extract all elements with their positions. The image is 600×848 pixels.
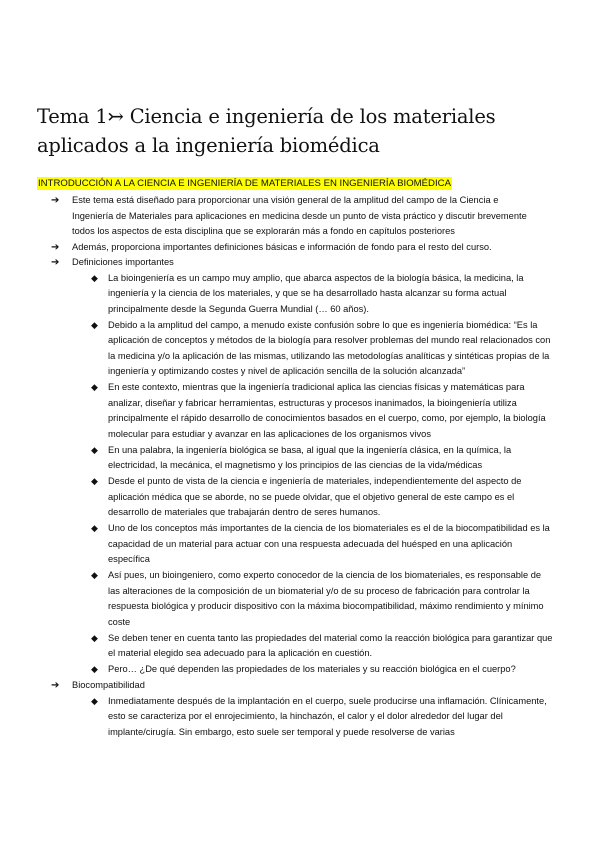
sub-bullet-item — [0, 521, 553, 568]
bullet-item — [0, 240, 542, 256]
diamond-bullet-icon: ◆ — [91, 664, 98, 674]
arrow-bullet-icon: ➔ — [51, 680, 60, 691]
diamond-bullet-icon: ◆ — [91, 523, 98, 533]
bullet-text: Además, proporciona importantes definiciones básicas e información de fondo para el resto del curso. — [72, 241, 492, 252]
bullet-item — [0, 678, 542, 694]
sub-bullet-item — [0, 271, 553, 318]
sub-bullet-text: En una palabra, la ingeniería biológica se basa, al igual que la ingeniería clásica, en la química, la electricidad, la mecánica, el magnetismo y los principios de las ciencias de la vida/médicas — [108, 444, 512, 470]
diamond-bullet-icon: ◆ — [91, 272, 98, 283]
bullet-text: Este tema está diseñado para proporcionar una visión general de la amplitud del campo de la Ciencia e Ingeniería de Materiales para aplicaciones en medicina desde un punto de vista práctico y discutir brevemente todos los aspectos de esta disciplina que se explorarán más a fondo en capítulos posteriores — [72, 195, 527, 236]
bullet-item — [0, 193, 542, 240]
diamond-bullet-icon: ◆ — [91, 570, 98, 580]
sub-bullet-item — [0, 631, 553, 662]
sub-bullet-text: Uno de los conceptos más importantes de la ciencia de los biomateriales es el de la biocompatibilidad es la capacidad de un material para actuar con una respuesta adecuada del huésped en una aplicación específica — [108, 523, 550, 564]
diamond-bullet-icon: ◆ — [91, 444, 98, 455]
sub-bullet-text: Debido a la amplitud del campo, a menudo existe confusión sobre lo que es ingeniería biomédica: “Es la aplicación de conceptos y métodos de la biología para resolver problemas del mundo real relacionados con la medicina y/o la aplicación de las mismas, utilizando las metodologías analíticas y sintéticas propias de la ingeniería y optimizando costes y nivel de aplicación sencilla de la solución alcanzada” — [108, 319, 551, 376]
diamond-bullet-icon: ◆ — [91, 695, 98, 706]
sub-bullet-text: La bioingeniería es un campo muy amplio, que abarca aspectos de la biología básica, la medicina, la ingeniería y la ciencia de los materiales, y que se ha desarrollado hasta alcanzar su forma actual principalmente desde la Segunda Guerra Mundial (… 60 años). — [108, 272, 524, 314]
sub-list — [0, 271, 600, 678]
sub-bullet-text: Desde el punto de vista de la ciencia e ingeniería de materiales, independientemente del aspecto de aplicación médica que se aborde, no se puede olvidar, que el objetivo general de este campo es el desarrollo de materiales que trabajarán dentro de seres humanos. — [108, 476, 522, 517]
bullet-text: Definiciones importantes — [72, 257, 174, 267]
sub-bullet-text: Pero… ¿De qué dependen las propiedades de los materiales y su reacción biológica en el cuerpo? — [108, 664, 516, 674]
sub-bullet-item — [0, 380, 553, 442]
sub-list — [0, 694, 600, 741]
sub-bullet-item — [0, 474, 553, 521]
bullet-item — [0, 255, 542, 271]
diamond-bullet-icon: ◆ — [91, 476, 98, 486]
section-heading: INTRODUCCIÓN A LA CIENCIA E INGENIERÍA DE MATERIALES EN INGENIERÍA BIOMÉDICA — [38, 178, 451, 189]
diamond-bullet-icon: ◆ — [91, 632, 98, 643]
arrow-bullet-icon: ➔ — [51, 241, 60, 253]
sub-bullet-text: En este contexto, mientras que la ingeniería tradicional aplica las ciencias físicas y matemáticas para analizar, diseñar y fabricar herramientas, estructuras y procesos inanimados, la bioingeniería utiliza principalmente el rápido desarrollo de conocimientos basados en el cuerpo, como, por ejemplo, la biología molecular para estudiar y avanzar en las aplicaciones de los organismos vivos — [108, 382, 546, 439]
sub-bullet-item — [0, 694, 553, 741]
document-body — [0, 193, 600, 741]
sub-bullet-item — [0, 318, 553, 380]
sub-bullet-item — [0, 662, 553, 678]
sub-bullet-text: Así pues, un bioingeniero, como experto conocedor de la ciencia de los biomateriales, es responsable de las alteraciones de la composición de un biomaterial y/o de su proceso de fabricación para controlar la respuesta biológica y producir dispositivo con la máxima biocompatibilidad, máximo rendimiento y mínimo coste — [108, 570, 544, 627]
diamond-bullet-icon: ◆ — [91, 382, 98, 392]
diamond-bullet-icon: ◆ — [91, 319, 98, 330]
arrow-bullet-icon: ➔ — [51, 257, 60, 268]
sub-bullet-item — [0, 568, 553, 630]
page-title: Tema 1↣ Ciencia e ingeniería de los materiales aplicados a la ingeniería biomédica — [37, 105, 496, 157]
bullet-text: Biocompatibilidad — [72, 680, 145, 690]
sub-bullet-item — [0, 443, 553, 474]
sub-bullet-text: Se deben tener en cuenta tanto las propiedades del material como la reacción biológica para garantizar que el material elegido sea adecuado para la aplicación en cuestión. — [108, 632, 553, 658]
sub-bullet-text: Inmediatamente después de la implantación en el cuerpo, suele producirse una inflamación. Clínicamente, esto se caracteriza por el enrojecimiento, la hinchazón, el calor y el dolor alrededor del lugar del implante/cirugía. Sin embargo, esto suele ser temporal y puede resolverse de varias — [108, 695, 547, 737]
arrow-bullet-icon: ➔ — [51, 195, 60, 206]
